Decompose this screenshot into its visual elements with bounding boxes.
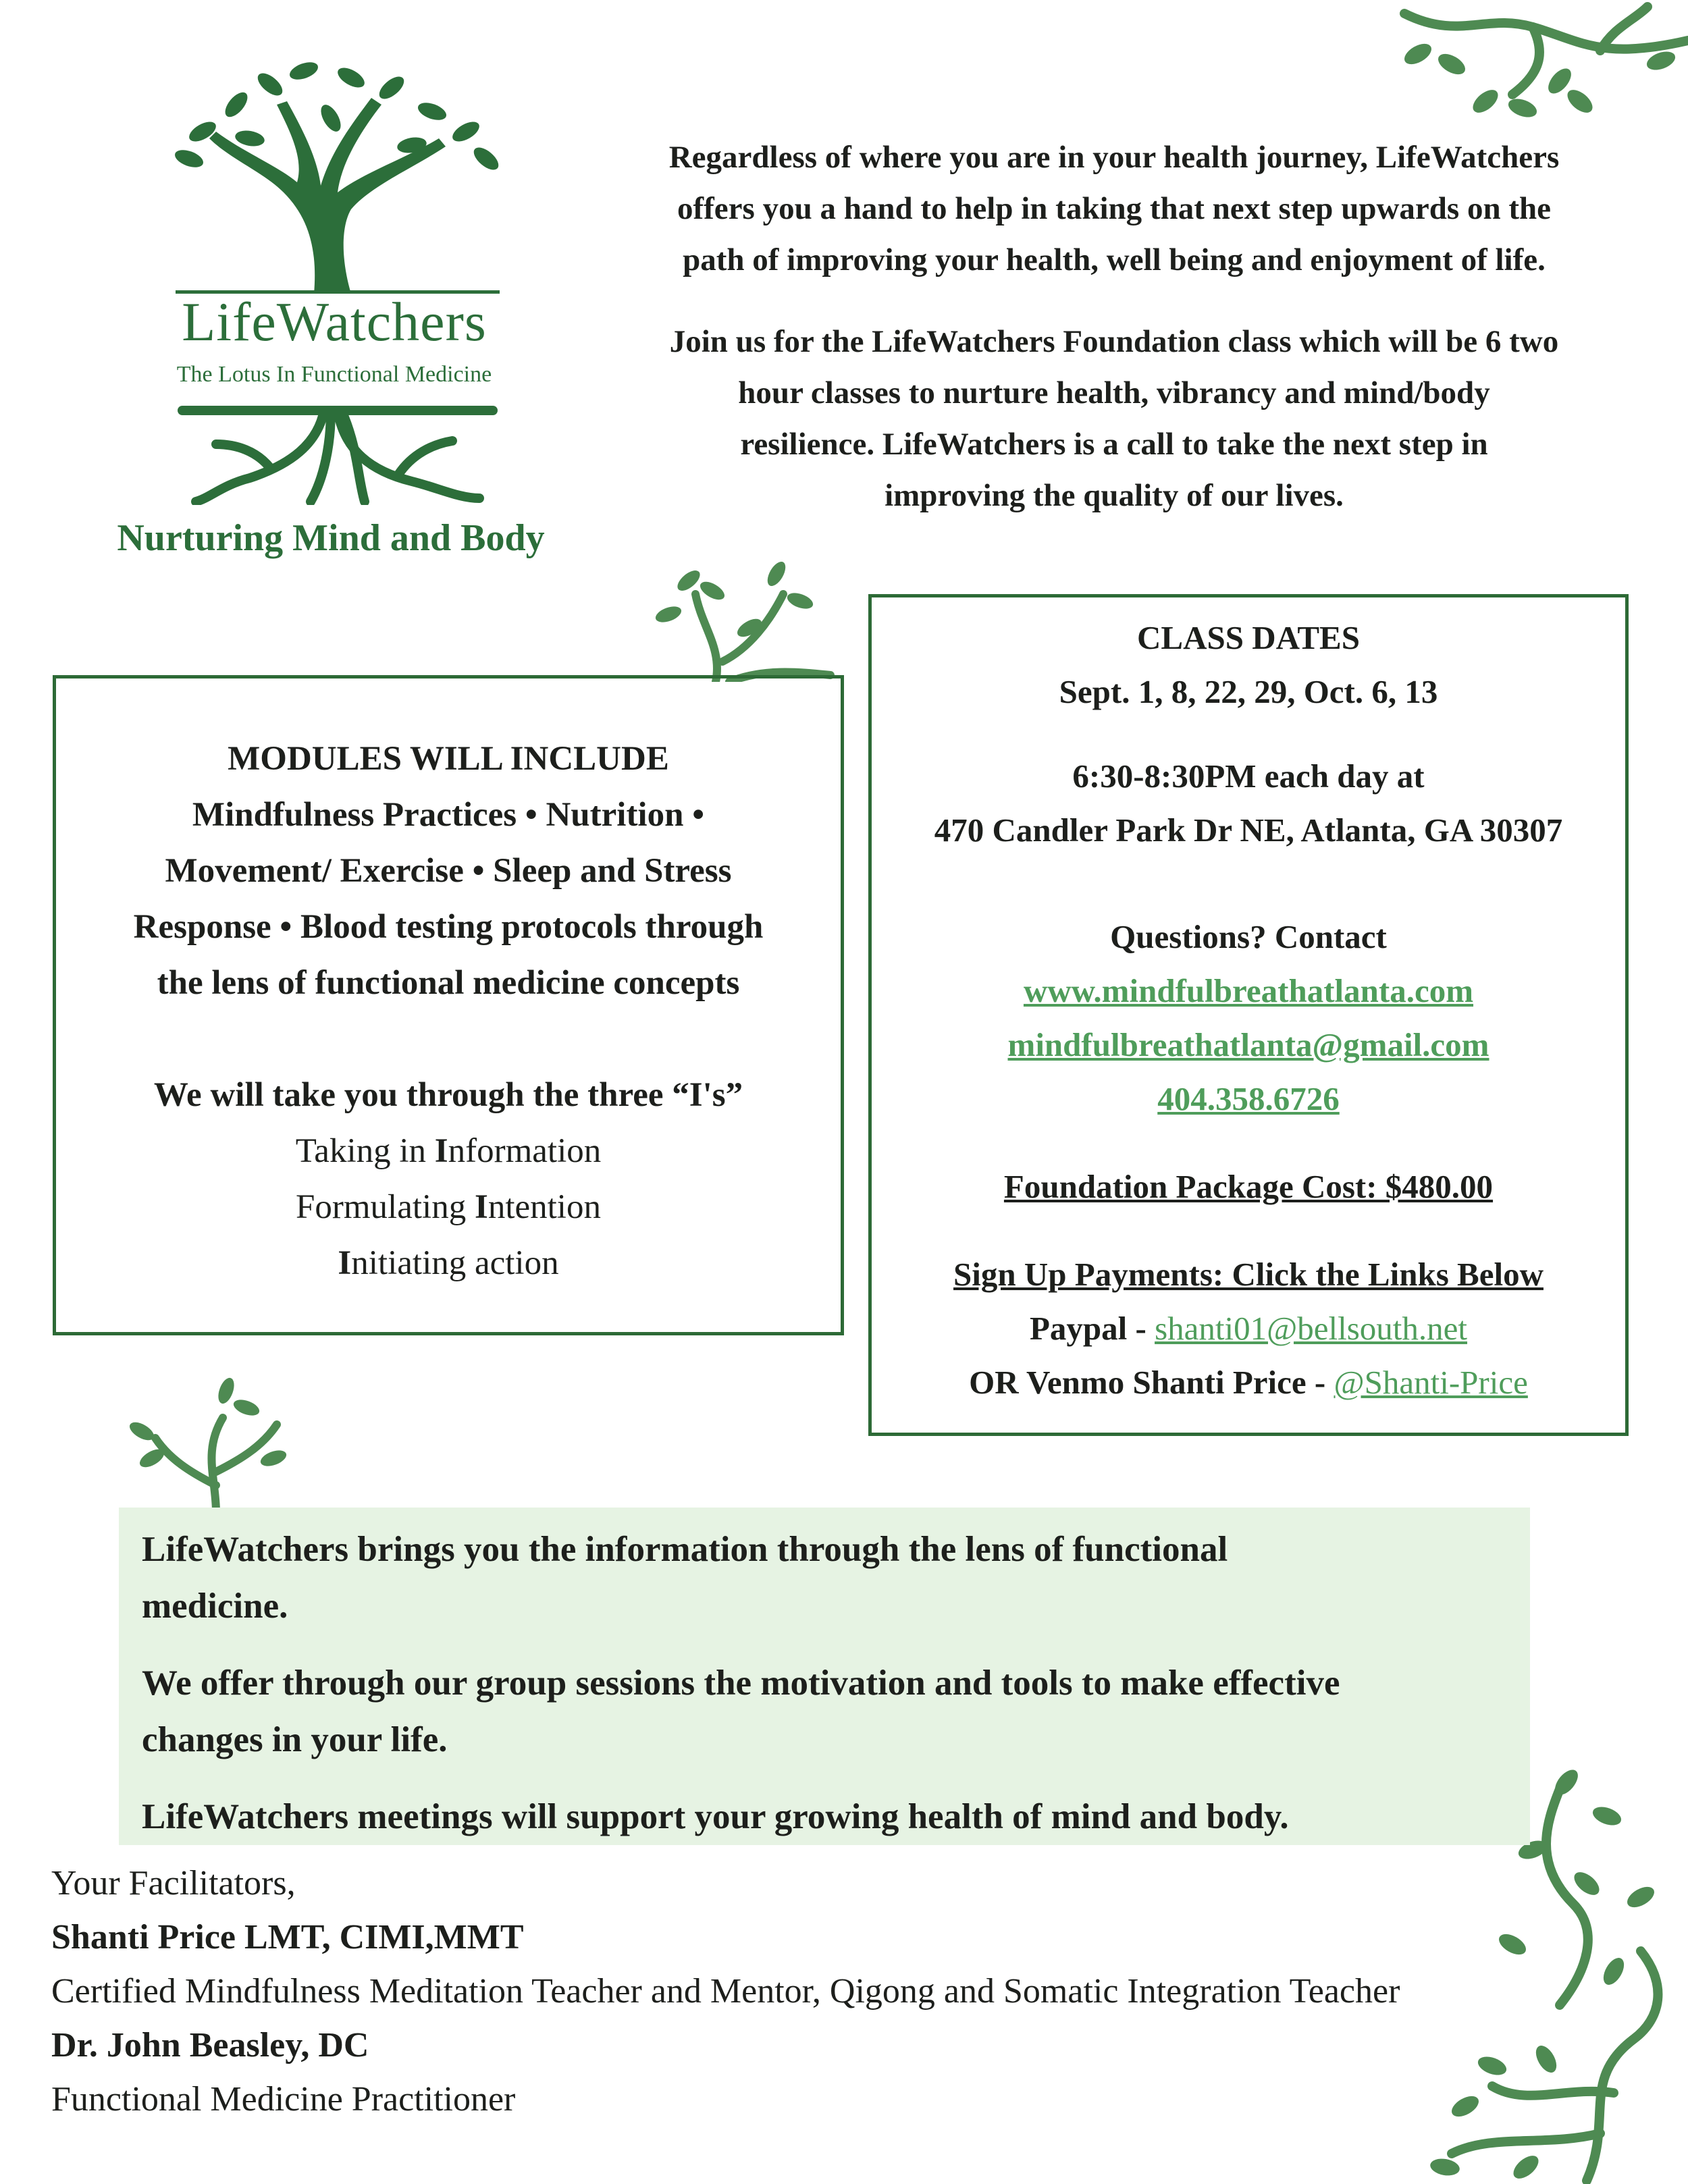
highlight-line: LifeWatchers brings you the information through the lens of functional [142,1530,1228,1569]
highlight-line: changes in your life. [142,1720,448,1759]
intro-line: resilience. LifeWatchers is a call to take the next step in [740,427,1488,462]
intro-paragraph-2 [587,316,1641,521]
intro-section [587,132,1641,552]
step-information: Taking in Information [295,1132,602,1170]
facilitator-1-name: Shanti Price LMT, CIMI,MMT [51,1918,524,1956]
highlight-panel [119,1508,1530,1845]
vine-sprout-icon [648,554,837,682]
three-is-heading: We will take you through the three “I's” [153,1076,743,1114]
modules-box [53,675,844,1335]
step-action: Initiating action [338,1244,559,1282]
modules-line: Movement/ Exercise • Sleep and Stress [165,852,732,890]
vine-top-right-icon [1377,0,1688,128]
class-dates: Sept. 1, 8, 22, 29, Oct. 6, 13 [1059,673,1438,710]
facilitator-2-title: Functional Medicine Practitioner [51,2080,516,2119]
tagline: Nurturing Mind and Body [117,517,545,559]
venmo-row [872,1356,1625,1410]
intro-line: hour classes to nurture health, vibrancy and mind/body [738,375,1490,410]
logo-name: LifeWatchers [182,291,487,352]
venmo-label: OR Venmo Shanti Price - [969,1364,1334,1401]
paypal-link[interactable]: shanti01@bellsouth.net [1155,1310,1468,1347]
class-info-box [868,594,1629,1436]
website-link[interactable]: www.mindfulbreathatlanta.com [1023,972,1474,1009]
paypal-row [872,1302,1625,1356]
intro-line: Join us for the LifeWatchers Foundation class which will be 6 two [669,324,1559,359]
highlight-line: We offer through our group sessions the motivation and tools to make effective [142,1663,1340,1703]
step-intention: Formulating Intention [296,1188,601,1226]
modules-line: Mindfulness Practices • Nutrition • [192,796,705,834]
class-address: 470 Candler Park Dr NE, Atlanta, GA 30307 [934,811,1563,849]
facilitator-1-title: Certified Mindfulness Meditation Teacher and Mentor, Qigong and Somatic Integration Teacher [51,1972,1400,2010]
modules-heading: MODULES WILL INCLUDE [228,740,669,778]
modules-line: the lens of functional medicine concepts [157,964,740,1002]
email-link[interactable]: mindfulbreathatlanta@gmail.com [1007,1026,1489,1063]
class-time: 6:30-8:30PM each day at [1072,757,1425,795]
facilitators-section [51,1857,1604,2127]
modules-list [56,787,841,1011]
highlight-line: medicine. [142,1587,288,1626]
paypal-label: Paypal - [1029,1310,1155,1347]
questions-label: Questions? Contact [1110,918,1387,955]
intro-line: Regardless of where you are in your health journey, LifeWatchers [668,140,1560,175]
package-cost: Foundation Package Cost: $480.00 [1003,1168,1494,1205]
intro-line: path of improving your health, well being and enjoyment of life. [683,242,1546,277]
vine-left-sprout-icon [115,1370,297,1512]
signup-heading: Sign Up Payments: Click the Links Below [953,1256,1544,1293]
venmo-link[interactable]: @Shanti-Price [1334,1364,1528,1401]
highlight-paragraph-1 [142,1521,1512,1634]
facilitator-2-name: Dr. John Beasley, DC [51,2026,369,2065]
highlight-paragraph-3: LifeWatchers meetings will support your growing health of mind and body. [142,1797,1289,1836]
facilitators-intro: Your Facilitators, [51,1864,296,1902]
intro-line: offers you a hand to help in taking that next step upwards on the [677,191,1551,226]
phone-link[interactable]: 404.358.6726 [1157,1080,1340,1117]
modules-line: Response • Blood testing protocols through [133,908,764,946]
class-dates-heading: CLASS DATES [1137,619,1360,656]
roots-logo-icon [169,404,506,505]
intro-paragraph-1 [587,132,1641,286]
intro-line: improving the quality of our lives. [885,478,1344,513]
tree-logo-icon [149,57,527,294]
highlight-paragraph-2 [142,1655,1512,1768]
logo-subtitle: The Lotus In Functional Medicine [176,362,492,387]
